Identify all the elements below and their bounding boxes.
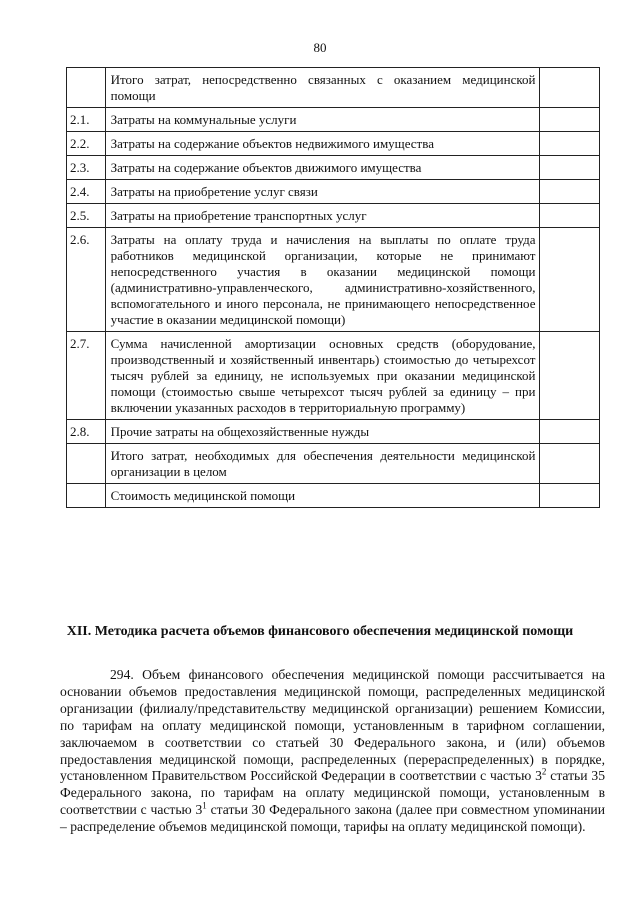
- row-number: 2.2.: [67, 132, 106, 156]
- table-row: [67, 228, 600, 332]
- row-value-cell: [540, 156, 600, 180]
- row-description: Затраты на оплату труда и начисления на выплаты по оплате труда работников медицинской организации, которые не принимают непосредственного участия в оказании медицинской помощи (административно-управленческого, административно-хозяйственного, вспомогательного и иного персонала, не принимающего непосредственное участие в оказании медицинской помощи): [105, 228, 540, 332]
- row-number: 2.1.: [67, 108, 106, 132]
- row-number: [67, 68, 106, 108]
- row-value-cell: [540, 132, 600, 156]
- row-number: 2.8.: [67, 420, 106, 444]
- table-row: [67, 156, 600, 180]
- row-description: Итого затрат, непосредственно связанных с оказанием медицинской помощи: [105, 68, 540, 108]
- row-number: 2.3.: [67, 156, 106, 180]
- row-description: Итого затрат, необходимых для обеспечения деятельности медицинской организации в целом: [105, 444, 540, 484]
- row-description: Затраты на содержание объектов недвижимого имущества: [105, 132, 540, 156]
- table-row: [67, 68, 600, 108]
- page-number: 80: [313, 40, 327, 55]
- superscript-2: 2: [541, 766, 547, 777]
- row-value-cell: [540, 228, 600, 332]
- superscript-1: 1: [202, 800, 207, 811]
- row-description: Затраты на коммунальные услуги: [105, 108, 540, 132]
- row-number: 2.6.: [67, 228, 106, 332]
- table-row: [67, 444, 600, 484]
- row-value-cell: [540, 444, 600, 484]
- row-description: Затраты на содержание объектов движимого имущества: [105, 156, 540, 180]
- section-heading: XII. Методика расчета объемов финансового обеспечения медицинской помощи: [66, 624, 574, 639]
- table-row: [67, 132, 600, 156]
- row-value-cell: [540, 484, 600, 508]
- row-value-cell: [540, 108, 600, 132]
- row-description: Прочие затраты на общехозяйственные нужды: [105, 420, 540, 444]
- table-row: [67, 332, 600, 420]
- paragraph-294: [60, 667, 605, 836]
- row-number: 2.7.: [67, 332, 106, 420]
- row-number: 2.5.: [67, 204, 106, 228]
- paragraph-text-part1: 294. Объем финансового обеспечения медицинской помощи рассчитывается на основании объемов предоставления медицинской помощи, распределенных медицинской организации (филиалу/представительству медицинской организации) решением Комиссии, по тарифам на оплату медицинской помощи, установленным в тарифном соглашении, заключаемом в соответствии со статьей 30 Федерального закона, и (или) объемов предоставления медицинской помощи, распределенных (перераспределенных) в порядке, установленном Правительством Российской Федерации в соответствии с частью 3: [60, 667, 605, 784]
- paragraph-text-part2: статьи 35 Федерального закона, по тарифам на оплату медицинской помощи, установленным в соответствии с частью 3: [60, 768, 605, 818]
- row-number: [67, 484, 106, 508]
- row-description: Затраты на приобретение услуг связи: [105, 180, 540, 204]
- table-row: [67, 420, 600, 444]
- cost-table: [66, 67, 600, 508]
- row-value-cell: [540, 204, 600, 228]
- table-row: [67, 108, 600, 132]
- cost-table-body: [67, 68, 600, 508]
- table-row: [67, 484, 600, 508]
- paragraph-text-part3: статьи 30 Федерального закона (далее при совместном упоминании – распределение объемов медицинской помощи, тарифы на оплату медицинской помощи).: [60, 802, 605, 835]
- row-description: Стоимость медицинской помощи: [105, 484, 540, 508]
- row-description: Сумма начисленной амортизации основных средств (оборудование, производственный и хозяйственный инвентарь) стоимостью до четырехсот тысяч рублей за единицу, не используемых при оказании медицинской помощи (стоимостью свыше четырехсот тысяч рублей за единицу – при включении указанных расходов в территориальную программу): [105, 332, 540, 420]
- row-value-cell: [540, 68, 600, 108]
- row-number: [67, 444, 106, 484]
- row-number: 2.4.: [67, 180, 106, 204]
- table-row: [67, 204, 600, 228]
- table-row: [67, 180, 600, 204]
- row-value-cell: [540, 332, 600, 420]
- row-value-cell: [540, 180, 600, 204]
- row-value-cell: [540, 420, 600, 444]
- row-description: Затраты на приобретение транспортных услуг: [105, 204, 540, 228]
